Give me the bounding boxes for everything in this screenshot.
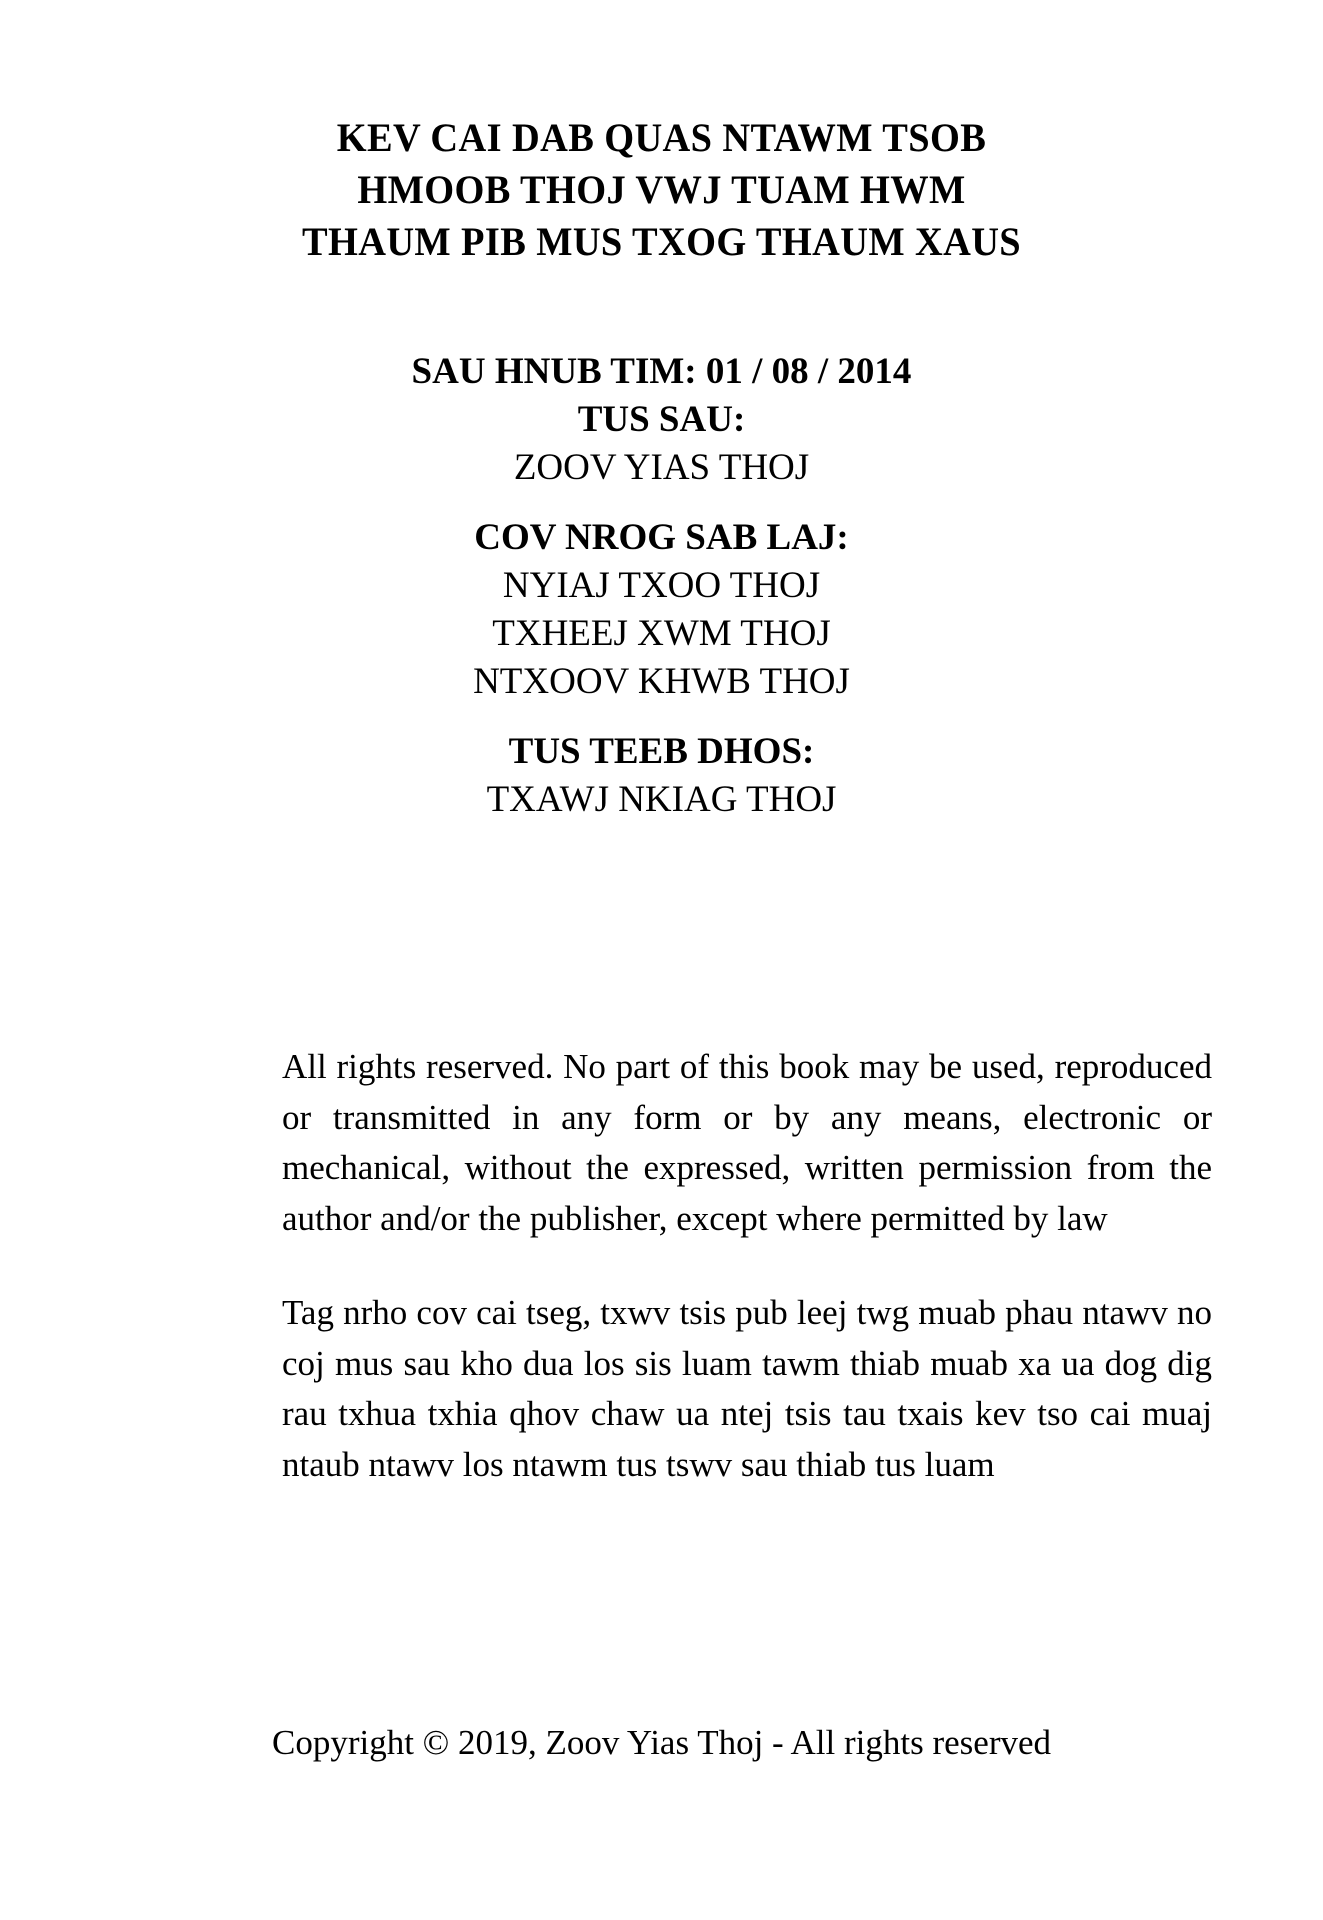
title-line-1: KEV CAI DAB QUAS NTAWM TSOB (336, 115, 987, 160)
author-name: ZOOV YIAS THOJ (513, 447, 810, 488)
rights-paragraph-hmong: Tag nrho cov cai tseg, txwv tsis pub leej twg muab phau ntawv no coj mus sau kho dua los sis luam tawm thiab muab xa ua dog dig rau txhua txhia qhov chaw ua ntej tsis tau txais kev tso cai muaj ntaub ntawv los ntawm tus tswv sau thiab tus luam (282, 1293, 1212, 1484)
rights-statements (282, 1042, 1222, 1490)
rights-paragraph-english: All rights reserved. No part of this book may be used, reproduced or transmitted in any form or by any means, electronic or mechanical, without the expressed, written permission from the author and/or the publisher, except where permitted by law (282, 1047, 1212, 1238)
credits-spacer-2 (160, 706, 1163, 728)
copyright-notice: Copyright © 2019, Zoov Yias Thoj - All rights reserved (271, 1723, 1052, 1762)
designer-label: TUS TEEB DHOS: (508, 731, 815, 772)
page-title (160, 112, 1163, 268)
consultants-label: COV NROG SAB LAJ: (474, 517, 849, 558)
consultant-name: TXHEEJ XWM THOJ (492, 613, 831, 654)
consultant-name: NYIAJ TXOO THOJ (502, 565, 821, 606)
author-label: TUS SAU: (577, 399, 746, 440)
publication-date: SAU HNUB TIM: 01 / 08 / 2014 (411, 351, 912, 392)
title-line-2: HMOOB THOJ VWJ TUAM HWM (357, 167, 966, 212)
credits-spacer-1 (160, 492, 1163, 514)
designer-name: TXAWJ NKIAG THOJ (486, 779, 837, 820)
consultant-name: NTXOOV KHWB THOJ (473, 661, 850, 702)
title-line-3: THAUM PIB MUS TXOG THAUM XAUS (301, 219, 1022, 264)
credits-block (160, 348, 1163, 824)
